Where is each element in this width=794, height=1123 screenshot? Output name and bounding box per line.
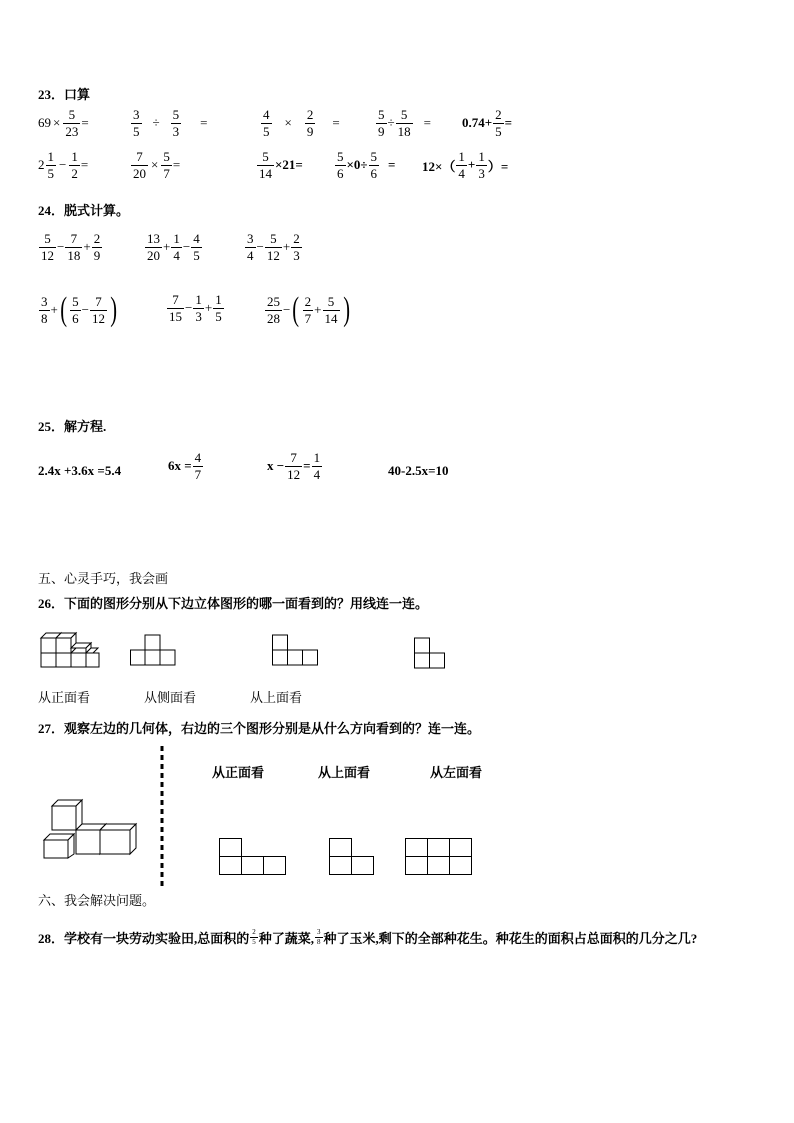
q23-item-3 — [260, 108, 340, 138]
text: 5 — [262, 149, 269, 164]
operator: − — [283, 302, 291, 317]
text: 1 — [458, 149, 465, 164]
q27-solid-figure — [42, 798, 142, 860]
q26-label-side: 从侧面看 — [144, 690, 197, 705]
text: 3 — [317, 927, 321, 936]
text: 9 — [93, 247, 101, 263]
q26-title: 26．下面的图形分别从下边立体图形的哪一面看到的？用线连一连。 — [38, 596, 429, 611]
operator: ÷ — [387, 115, 395, 131]
q23-title: 23．口算 — [38, 87, 91, 102]
text: 3 — [133, 107, 140, 122]
text: 4 — [173, 247, 180, 263]
text: 7 — [194, 466, 202, 482]
q24-expr-2 — [144, 232, 203, 262]
text: 5 — [252, 938, 256, 946]
text: 4 — [193, 231, 200, 246]
text: 2 — [252, 927, 256, 936]
equals: = — [303, 458, 311, 474]
text: 12 — [266, 247, 280, 263]
text: 5 — [72, 293, 79, 309]
text: 5 — [163, 149, 170, 164]
q24-expr-3 — [244, 232, 303, 262]
fraction — [131, 108, 142, 138]
operator: + — [204, 300, 213, 316]
text: 3 — [195, 308, 202, 324]
right-paren: ) — [342, 291, 350, 328]
fraction — [145, 232, 162, 262]
q26-label-front: 从正面看 — [38, 690, 91, 705]
q26-view-c — [414, 636, 448, 672]
fraction — [265, 295, 282, 325]
text: 3 — [41, 293, 48, 309]
q27-header-top: 从上面看 — [318, 765, 371, 780]
text: 5 — [47, 165, 54, 181]
text: 5 — [270, 231, 277, 246]
prefix: 0.74+ — [462, 115, 493, 131]
text: 6 — [72, 310, 79, 326]
prefix: x − — [267, 458, 285, 474]
text: 13 — [147, 231, 160, 246]
q24-title: 24．脱式计算。 — [38, 203, 130, 218]
whole: 2 — [38, 157, 45, 173]
fraction — [265, 232, 282, 262]
q27-header-left: 从左面看 — [430, 765, 483, 780]
text: 7 — [163, 165, 170, 181]
text: 7 — [95, 293, 102, 309]
fraction — [493, 108, 504, 138]
q28-text — [38, 928, 697, 947]
text: 5 — [495, 123, 502, 139]
fraction — [193, 293, 204, 323]
q23-item-1 — [38, 108, 89, 138]
prefix: 6x = — [168, 458, 192, 474]
text: 3 — [293, 247, 300, 263]
text: 3 — [247, 231, 254, 246]
operator: × — [53, 115, 61, 131]
text: 12 — [92, 310, 106, 326]
fraction — [376, 108, 387, 138]
text: 5 — [44, 231, 51, 246]
suffix: ×21= — [275, 157, 303, 173]
text: 4 — [458, 165, 465, 181]
q28-part-1: 学校有一块劳动实验田,总面积的 — [64, 931, 250, 946]
fraction — [315, 929, 323, 947]
text: 5 — [68, 107, 76, 122]
equals: = — [504, 115, 513, 131]
text: 1 — [313, 450, 321, 465]
text: 8 — [317, 938, 321, 946]
q27-view-b — [329, 838, 377, 876]
operator: − — [57, 239, 65, 255]
fraction — [191, 232, 202, 262]
operator: − — [81, 302, 90, 317]
equals: = — [200, 115, 208, 131]
equation-2 — [168, 451, 204, 481]
q23-item-6 — [38, 150, 88, 180]
q23-item-4 — [375, 108, 431, 138]
section-6-heading: 六、我会解决问题。 — [38, 893, 156, 908]
q26-solid-figure — [38, 628, 102, 670]
text: 18 — [67, 247, 81, 263]
q24-expr-6 — [264, 293, 352, 327]
text: 5 — [215, 308, 222, 324]
text: 9 — [306, 123, 314, 139]
fraction — [65, 232, 82, 262]
text: 18 — [397, 123, 411, 139]
fraction — [213, 293, 224, 323]
q23-item-2 — [130, 108, 207, 138]
operator: − — [185, 300, 193, 316]
fraction — [335, 150, 346, 180]
equation-4: 40-2.5x=10 — [388, 463, 449, 478]
q26-view-b — [272, 633, 320, 667]
text: 9 — [378, 123, 385, 139]
text: 6 — [370, 165, 378, 181]
text: 6 — [337, 165, 344, 181]
fraction — [261, 108, 272, 138]
q24-expr-4 — [38, 293, 119, 327]
fraction — [92, 232, 103, 262]
operator: + — [467, 157, 476, 173]
text: 3 — [478, 165, 485, 181]
text: 5 — [337, 149, 344, 164]
text: 7 — [304, 310, 312, 326]
text: 7 — [136, 149, 143, 164]
fraction — [63, 108, 80, 138]
fraction — [312, 451, 323, 481]
text: 7 — [290, 450, 297, 465]
whole: 69 — [38, 115, 51, 131]
text: 7 — [70, 231, 78, 246]
q27-title: 27．观察左边的几何体，右边的三个图形分别是从什么方向看到的？连一连。 — [38, 721, 481, 736]
equals: = — [423, 115, 431, 131]
q28-number: 28． — [38, 931, 65, 946]
text: 20 — [133, 165, 146, 181]
text: 2 — [71, 165, 78, 181]
text: 5 — [193, 247, 200, 263]
text: 2 — [304, 293, 312, 309]
equals: = — [172, 157, 181, 173]
text: 14 — [324, 310, 338, 326]
text: 1 — [195, 292, 202, 307]
operator: ×0÷ — [346, 157, 368, 173]
fraction — [69, 150, 80, 180]
fraction — [285, 451, 302, 481]
text: 2 — [93, 231, 101, 246]
text: 14 — [259, 165, 272, 181]
right-paren: ) — [110, 291, 118, 328]
q23-item-7 — [130, 150, 180, 180]
q23-item-5 — [462, 108, 512, 138]
text: 25 — [267, 293, 280, 309]
text: 4 — [263, 107, 270, 122]
fraction — [245, 232, 256, 262]
operator: + — [163, 239, 171, 255]
q28-part-2: 种了蔬菜, — [258, 931, 315, 946]
q28-part-3: 种了玉米,剩下的全部种花生。种花生的面积占总面积的几分之几? — [323, 931, 698, 946]
text: 8 — [41, 310, 48, 326]
fraction — [291, 232, 302, 262]
equals: = — [388, 157, 396, 173]
q24-expr-5 — [166, 293, 225, 323]
text: 1 — [478, 149, 485, 164]
q23-item-9 — [334, 150, 395, 180]
text: 4 — [247, 247, 254, 263]
text: 1 — [47, 149, 54, 164]
operator: + — [282, 239, 291, 255]
text: 15 — [169, 308, 182, 324]
q23-item-10 — [422, 150, 508, 180]
q25-title: 25．解方程. — [38, 419, 107, 434]
operator: − — [256, 239, 264, 255]
text: 5 — [327, 293, 335, 309]
operator: × — [284, 115, 292, 131]
fraction — [46, 150, 57, 180]
text: 5 — [378, 107, 385, 122]
q26-label-top: 从上面看 — [250, 690, 303, 705]
q24-expr-1 — [38, 232, 103, 262]
fraction — [39, 232, 56, 262]
operator: + — [50, 302, 58, 317]
text: 5 — [370, 149, 378, 164]
equation-1: 2.4x +3.6x =5.4 — [38, 463, 122, 478]
operator: × — [151, 157, 159, 173]
fraction — [476, 150, 487, 180]
equals: = — [332, 115, 340, 131]
equals: = — [80, 157, 89, 173]
section-5-heading: 五、心灵手巧，我会画 — [38, 571, 169, 586]
text: 4 — [313, 466, 321, 482]
q27-view-c — [405, 838, 475, 876]
q27-view-a — [219, 838, 289, 876]
fraction — [303, 295, 314, 325]
text: 5 — [133, 123, 140, 139]
operator: − — [59, 157, 67, 173]
text: 5 — [263, 123, 270, 139]
left-paren: ( — [60, 291, 67, 328]
suffix: ）= — [487, 158, 509, 174]
fraction — [171, 108, 182, 138]
text: 23 — [65, 123, 79, 139]
q26-view-a — [130, 633, 176, 667]
equation-3 — [267, 451, 323, 481]
fraction — [70, 295, 81, 325]
fraction — [193, 451, 204, 481]
fraction — [167, 293, 184, 323]
dashed-divider — [158, 746, 166, 888]
text: 1 — [215, 292, 222, 307]
q27-header-front: 从正面看 — [212, 765, 265, 780]
text: 28 — [267, 310, 280, 326]
fraction — [257, 150, 274, 180]
text: 4 — [194, 450, 202, 465]
fraction — [369, 150, 380, 180]
text: 12 — [287, 466, 301, 482]
text: 7 — [172, 292, 179, 307]
equals: = — [81, 115, 89, 131]
fraction — [323, 295, 340, 325]
text: 5 — [172, 107, 180, 122]
q23-item-8 — [256, 150, 303, 180]
operator: + — [83, 239, 91, 255]
text: 5 — [400, 107, 408, 122]
text: 2 — [495, 107, 502, 122]
operator: + — [314, 302, 322, 317]
fraction — [456, 150, 467, 180]
text: 12 — [41, 247, 54, 263]
text: 2 — [293, 231, 300, 246]
prefix: 12×（ — [422, 158, 456, 174]
text: 3 — [172, 123, 180, 139]
text: 1 — [173, 231, 180, 246]
left-paren: ( — [292, 291, 300, 328]
fraction — [90, 295, 107, 325]
text: 1 — [71, 149, 78, 164]
operator: − — [182, 239, 191, 255]
text: 20 — [147, 247, 160, 263]
fraction — [305, 108, 316, 138]
fraction — [131, 150, 148, 180]
fraction — [250, 929, 258, 947]
operator: ÷ — [152, 115, 160, 131]
fraction — [171, 232, 182, 262]
fraction — [396, 108, 413, 138]
text: 2 — [306, 107, 314, 122]
fraction — [161, 150, 172, 180]
fraction — [39, 295, 50, 325]
